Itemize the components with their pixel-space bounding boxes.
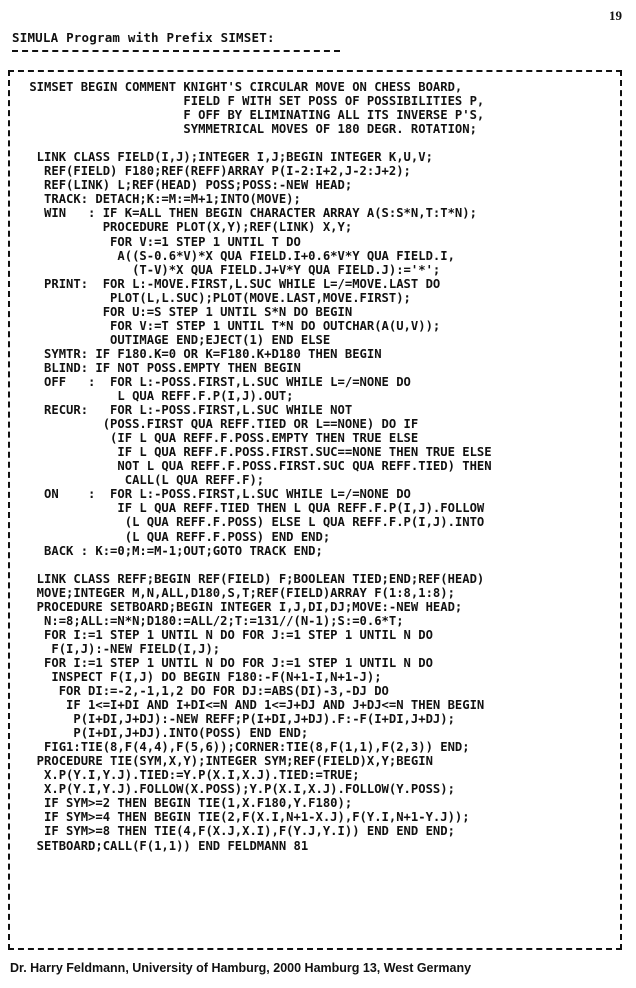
code-line: (POSS.FIRST QUA REFF.TIED OR L==NONE) DO IF (0, 417, 419, 432)
code-line: SYMTR: IF F180.K=0 OR K=F180.K+D180 THEN BEGIN (0, 346, 382, 361)
code-line: PROCEDURE TIE(SYM,X,Y);INTEGER SYM;REF(FIELD)X,Y;BEGIN (0, 754, 433, 769)
code-line: (T-V)*X QUA FIELD.J+V*Y QUA FIELD.J):='*'; (0, 262, 441, 277)
code-line: (L QUA REFF.F.POSS) END END; (0, 529, 331, 544)
code-line: F OFF BY ELIMINATING ALL ITS INVERSE P'S, (0, 108, 485, 123)
code-line: OFF : FOR L:-POSS.FIRST,L.SUC WHILE L=/=NONE DO (0, 374, 411, 389)
author-affiliation: Dr. Harry Feldmann, University of Hamburg, 2000 Hamburg 13, West Germany (10, 961, 472, 975)
code-line: SYMMETRICAL MOVES OF 180 DEGR. ROTATION; (0, 122, 477, 137)
code-line: SETBOARD;CALL(F(1,1)) END FELDMANN 81 (0, 838, 309, 853)
code-line: ON : FOR L:-POSS.FIRST,L.SUC WHILE L=/=NONE DO (0, 487, 411, 502)
code-line: NOT L QUA REFF.F.POSS.FIRST.SUC QUA REFF.TIED) THEN (0, 459, 492, 474)
code-line: WIN : IF K=ALL THEN BEGIN CHARACTER ARRAY A(S:S*N,T:T*N); (0, 206, 477, 221)
code-line: IF L QUA REFF.TIED THEN L QUA REFF.F.P(I,J).FOLLOW (0, 501, 485, 516)
code-line: INSPECT F(I,J) DO BEGIN F180:-F(N+1-I,N+1-J); (0, 669, 382, 684)
code-line: LINK CLASS REFF;BEGIN REF(FIELD) F;BOOLEAN TIED;END;REF(HEAD) (0, 571, 485, 586)
code-line: IF L QUA REFF.F.POSS.FIRST.SUC==NONE THEN TRUE ELSE (0, 445, 492, 460)
program-listing (0, 80, 636, 853)
code-line: IF SYM>=4 THEN BEGIN TIE(2,F(X.I,N+1-X.J),F(Y.I,N+1-Y.J)); (0, 810, 470, 825)
code-line: PROCEDURE SETBOARD;BEGIN INTEGER I,J,DI,DJ;MOVE:-NEW HEAD; (0, 599, 463, 614)
code-line: N:=8;ALL:=N*N;D180:=ALL/2;T:=131//(N-1);S:=0.6*T; (0, 613, 404, 628)
code-line: FOR V:=T STEP 1 UNTIL T*N DO OUTCHAR(A(U,V)); (0, 318, 441, 333)
code-line: PROCEDURE PLOT(X,Y);REF(LINK) X,Y; (0, 220, 353, 235)
code-line: (IF L QUA REFF.F.POSS.EMPTY THEN TRUE ELSE (0, 431, 419, 446)
code-line: X.P(Y.I,Y.J).TIED:=Y.P(X.I,X.J).TIED:=TRUE; (0, 768, 360, 783)
code-line: IF SYM>=8 THEN TIE(4,F(X.J,X.I),F(Y.J,Y.I)) END END END; (0, 824, 455, 839)
code-line: BLIND: IF NOT POSS.EMPTY THEN BEGIN (0, 360, 301, 375)
code-line: FOR V:=1 STEP 1 UNTIL T DO (0, 234, 301, 249)
code-line: REF(LINK) L;REF(HEAD) POSS;POSS:-NEW HEAD; (0, 178, 353, 193)
code-line: P(I+DI,J+DJ).INTO(POSS) END END; (0, 726, 309, 741)
code-line: MOVE;INTEGER M,N,ALL,D180,S,T;REF(FIELD)ARRAY F(1:8,1:8); (0, 585, 455, 600)
code-line: FOR U:=S STEP 1 UNTIL S*N DO BEGIN (0, 304, 353, 319)
code-line: TRACK: DETACH;K:=M:=M+1;INTO(MOVE); (0, 192, 301, 207)
code-line: F(I,J):-NEW FIELD(I,J); (0, 641, 221, 656)
code-line: (L QUA REFF.F.POSS) ELSE L QUA REFF.F.P(I,J).INTO (0, 515, 485, 530)
code-line: FOR I:=1 STEP 1 UNTIL N DO FOR J:=1 STEP 1 UNTIL N DO (0, 655, 433, 670)
code-line: A((S-0.6*V)*X QUA FIELD.I+0.6*V*Y QUA FIELD.I, (0, 248, 455, 263)
code-line: FOR DI:=-2,-1,1,2 DO FOR DJ:=ABS(DI)-3,-DJ DO (0, 684, 389, 699)
code-line: OUTIMAGE END;EJECT(1) END ELSE (0, 332, 331, 347)
code-line: X.P(Y.I,Y.J).FOLLOW(X.POSS);Y.P(X.I,X.J).FOLLOW(Y.POSS); (0, 782, 455, 797)
code-line: CALL(L QUA REFF.F); (0, 473, 265, 488)
page-number: 19 (609, 8, 622, 23)
code-line: IF 1<=I+DI AND I+DI<=N AND 1<=J+DJ AND J+DJ<=N THEN BEGIN (0, 698, 485, 713)
code-line: REF(FIELD) F180;REF(REFF)ARRAY P(I-2:I+2,J-2:J+2); (0, 164, 411, 179)
code-line: BACK : K:=0;M:=M-1;OUT;GOTO TRACK END; (0, 543, 323, 558)
code-line: PLOT(L,L.SUC);PLOT(MOVE.LAST,MOVE.FIRST); (0, 290, 411, 305)
section-heading: SIMULA Program with Prefix SIMSET: (12, 30, 275, 45)
code-line: IF SYM>=2 THEN BEGIN TIE(1,X.F180,Y.F180); (0, 796, 353, 811)
code-line: PRINT: FOR L:-MOVE.FIRST,L.SUC WHILE L=/=MOVE.LAST DO (0, 276, 441, 291)
code-line (0, 136, 636, 150)
code-line: FOR I:=1 STEP 1 UNTIL N DO FOR J:=1 STEP 1 UNTIL N DO (0, 627, 433, 642)
code-line (0, 558, 636, 572)
code-line: RECUR: FOR L:-POSS.FIRST,L.SUC WHILE NOT (0, 403, 353, 418)
code-line: SIMSET BEGIN COMMENT KNIGHT'S CIRCULAR MOVE ON CHESS BOARD, (0, 80, 463, 94)
heading-underline (12, 50, 340, 52)
code-line: FIELD F WITH SET POSS OF POSSIBILITIES P, (0, 94, 485, 109)
code-line: LINK CLASS FIELD(I,J);INTEGER I,J;BEGIN INTEGER K,U,V; (0, 150, 433, 165)
code-line: L QUA REFF.F.P(I,J).OUT; (0, 389, 294, 404)
code-line: FIG1:TIE(8,F(4,4),F(5,6));CORNER:TIE(8,F(1,1),F(2,3)) END; (0, 740, 470, 755)
code-line: P(I+DI,J+DJ):-NEW REFF;P(I+DI,J+DJ).F:-F(I+DI,J+DJ); (0, 712, 455, 727)
